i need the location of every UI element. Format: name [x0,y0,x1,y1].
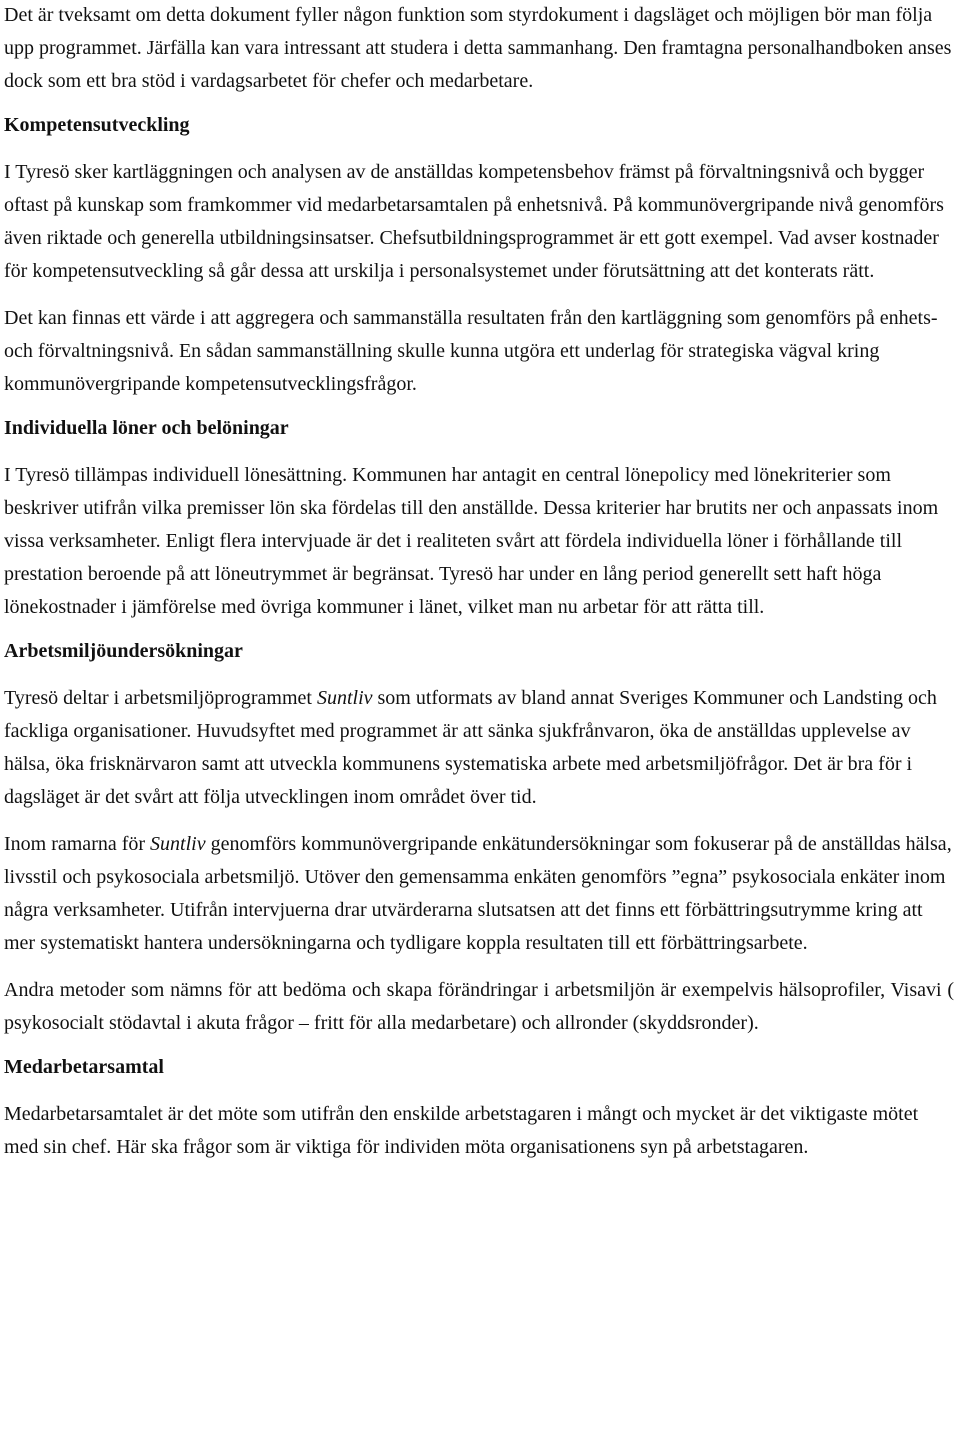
heading-kompetensutveckling: Kompetensutveckling [4,114,190,136]
medarbetarsamtal-paragraph-1: Medarbetarsamtalet är det möte som utifrån den enskilde arbetstagaren i mångt och mycket är det viktigaste mötet med sin chef. Här ska frågor som är viktiga för individen möta organisationens syn på arbetstagaren. [4,1103,919,1158]
suntliv-emphasis-2: Suntliv [150,833,206,855]
heading-arbetsmiljoundersokningar: Arbetsmiljöundersökningar [4,640,243,662]
kompetens-paragraph-1: I Tyresö sker kartläggningen och analysen av de anställdas kompetensbehov främst på förvaltningsnivå och bygger oftast på kunskap som framkommer vid medarbetarsamtalen på enhetsnivå. På kommunövergripande nivå genomförs även riktade och generella utbildningsinsatser. Chefsutbildningsprogrammet är ett gott exempel. Vad avser kostnader för kompetensutveckling så går dessa att urskilja i personalsystemet under förutsättning att det konterats rätt. [4,161,944,282]
suntliv-emphasis: Suntliv [316,687,373,709]
heading-individuella-loner: Individuella löner och belöningar [4,417,289,439]
arbetsmiljo-paragraph-2 [4,828,954,960]
heading-medarbetarsamtal: Medarbetarsamtal [4,1056,164,1078]
kompetens-paragraph-2: Det kan finnas ett värde i att aggregera och sammanställa resultaten från den kartläggning som genomförs på enhets- och förvaltningsnivå. En sådan sammanställning skulle kunna utgöra ett underlag för strategiska vägval kring kommunövergripande kompetensutvecklingsfrågor. [4,307,938,395]
arbetsmiljo-p2-end: genomförs kommunövergripande enkätundersökningar som fokuserar på de anställdas hälsa, livsstil och psykosociala arbetsmiljö. Utöver den gemensamma enkäten genomförs ”egna” psykosociala enkäter inom några verksamheter. Utifrån intervjuerna drar utvärderarna slutsatsen att det finns ett förbättringsutrymme kring att mer systematiskt hantera undersökningarna och tydligare koppla resultaten till ett förbättringsarbete. [4,833,952,954]
arbetsmiljo-p1-start: Tyresö deltar i arbetsmiljöprogrammet [4,687,317,709]
loner-paragraph-1: I Tyresö tillämpas individuell lönesättning. Kommunen har antagit en central lönepolicy med lönekriterier som beskriver utifrån vilka premisser lön ska fördelas till den anställde. Dessa kriterier har brutits ner och anpassats inom vissa verksamheter. Enligt flera intervjuade är det i realiteten svårt att fördela individuella löner i förhållande till prestation beroende på att löneutrymmet är begränsat. Tyresö har under en lång period generellt sett haft höga lönekostnader i jämförelse med övriga kommuner i länet, vilket man nu arbetar för att rätta till. [4,464,939,618]
arbetsmiljo-paragraph-3: Andra metoder som nämns för att bedöma och skapa förändringar i arbetsmiljön är exempelvis hälsoprofiler, Visavi ( psykosocialt stödavtal i akuta frågor – fritt för alla medarbetare) och allronder (skyddsronder). [4,979,954,1034]
arbetsmiljo-p1-end: som utformats av bland annat Sveriges Kommuner och Landsting och fackliga organisationer. Huvudsyftet med programmet är att sänka sjukfrånvaron, öka de anställdas upplevelse av hälsa, öka frisknärvaron samt att utveckla kommunens systematiska arbete med arbetsmiljöfrågor. Det är bra för i dagsläget är det svårt att följa utvecklingen inom området över tid. [4,687,937,808]
arbetsmiljo-paragraph-1 [4,682,954,814]
intro-paragraph: Det är tveksamt om detta dokument fyller någon funktion som styrdokument i dagsläget och möjligen bör man följa upp programmet. Järfälla kan vara intressant att studera i detta sammanhang. Den framtagna personalhandboken anses dock som ett bra stöd i vardagsarbetet för chefer och medarbetare. [4,4,952,92]
arbetsmiljo-p2-start: Inom ramarna för [4,833,151,855]
